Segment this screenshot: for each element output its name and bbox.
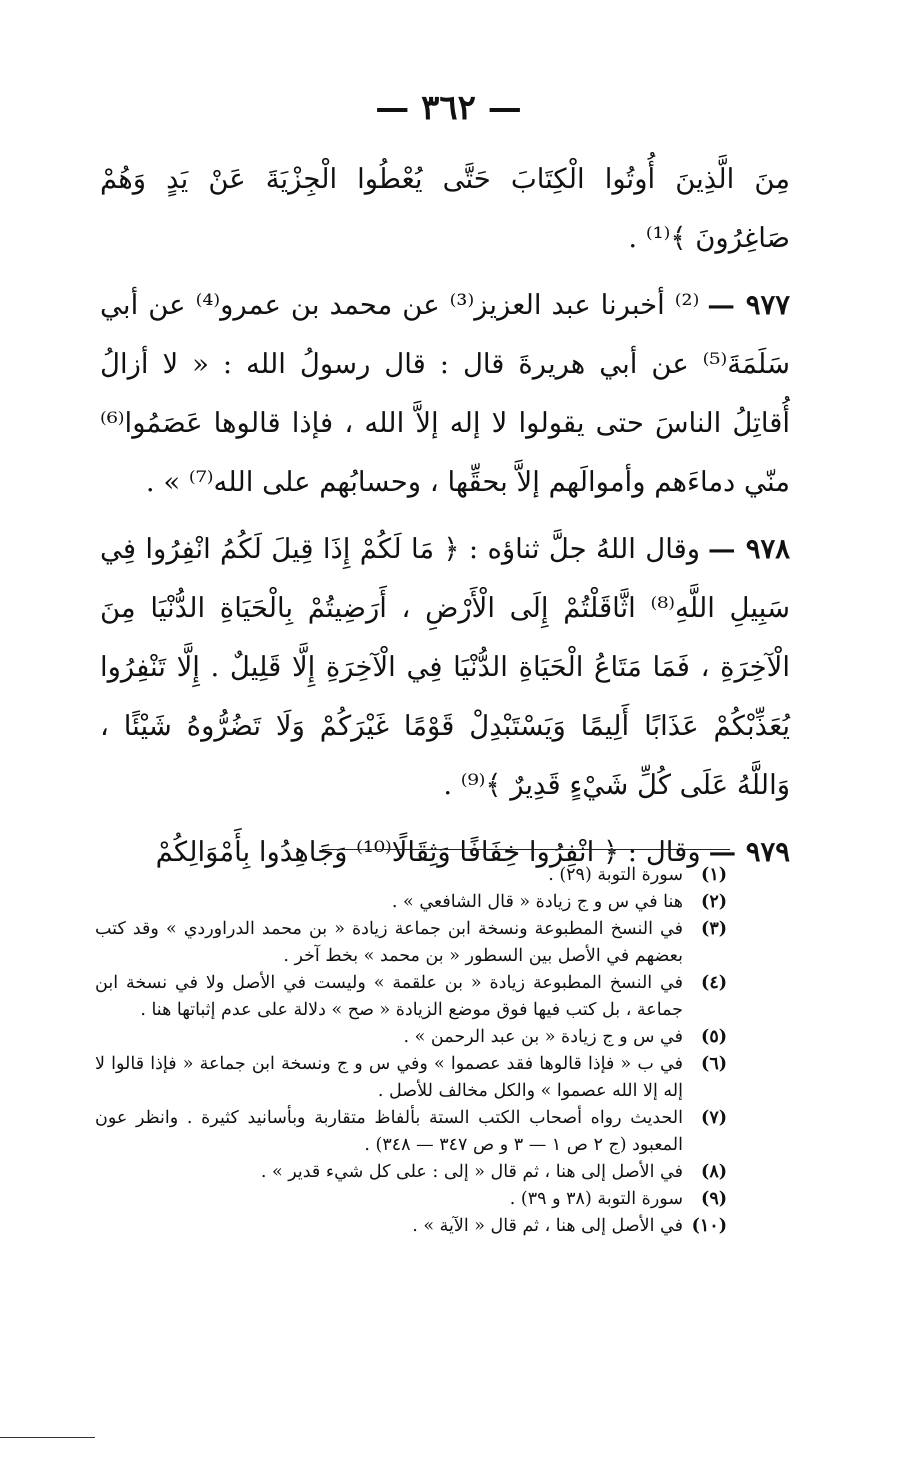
footnote-text: في النسخ المطبوعة زيادة « بن علقمة » وليست في الأصل ولا في نسخة ابن جماعة ، بل كتب فيها فوق موضع الزيادة « صح » دلالة على عدم إثباتها هنا . (95, 973, 683, 1020)
footnote (95, 1186, 727, 1213)
footnote-text: هنا في س و ج زيادة « قال الشافعي » . (391, 892, 683, 912)
footnote-text: في النسخ المطبوعة ونسخة ابن جماعة زيادة « بن محمد الدراوردي » وقد كتب بعضهم في الأصل بين السطور « بن محمد » بخط آخر . (95, 919, 683, 966)
footnote (95, 970, 727, 1024)
footnote (95, 1024, 727, 1051)
paragraph-number: ٩٧٨ — (708, 533, 791, 565)
paragraph-977 (100, 276, 790, 512)
footnote-text: في الأصل إلى هنا ، ثم قال « إلى : على كل شيء قدير » . (260, 1162, 683, 1182)
footnote-mark: (٢) (701, 892, 727, 912)
footnote-text: الحديث رواه أصحاب الكتب الستة بألفاظ متقاربة وبأسانيد كثيرة . وانظر عون المعبود (ج ٢ ص ١ — ٣ و ص ٣٤٧ — ٣٤٨) . (95, 1108, 683, 1155)
page-number: — ٣٦٢ — (375, 88, 522, 128)
footnote (95, 1213, 727, 1240)
footnote-mark: (٦) (701, 1054, 727, 1074)
scan-edge-line (0, 1437, 95, 1438)
footnote (95, 1105, 727, 1159)
footnote-text: في الأصل إلى هنا ، ثم قال « الآية » . (412, 1216, 683, 1236)
footnote (95, 916, 727, 970)
paragraph-text: وقال اللهُ جلَّ ثناؤه : ﴿ مَا لَكُمْ إِذَا قِيلَ لَكُمُ انْفِرُوا فِي سَبِيلِ اللَّهِ⁽⁸⁾ اثَّاقَلْتُمْ إِلَى الْأَرْضِ ، أَرَضِيتُمْ بِالْحَيَاةِ الدُّنْيَا مِنَ الْآخِرَةِ ، فَمَا مَتَاعُ الْحَيَاةِ الدُّنْيَا فِي الْآخِرَةِ إِلَّا قَلِيلٌ . إِلَّا تَنْفِرُوا يُعَذِّبْكُمْ عَذَابًا أَلِيمًا وَيَسْتَبْدِلْ قَوْمًا غَيْرَكُمْ وَلَا تَضُرُّوهُ شَيْئًا ، وَاللَّهُ عَلَى كُلِّ شَيْءٍ قَدِيرٌ ﴾⁽⁹⁾ . (100, 533, 790, 801)
footnote-mark: (٧) (701, 1108, 727, 1128)
footnote-divider (322, 849, 730, 850)
paragraph-text: ⁽²⁾ أخبرنا عبد العزيز⁽³⁾ عن محمد بن عمرو⁽⁴⁾ عن أبي سَلَمَةَ⁽⁵⁾ عن أبي هريرةَ قال : قال رسولُ الله : « لا أزالُ أُقاتِلُ الناسَ حتى يقولوا لا إله إلاَّ الله ، فإذا قالوها عَصَمُوا⁽⁶⁾ منّي دماءَهم وأموالَهم إلاَّ بحقِّها ، وحسابُهم على الله⁽⁷⁾ » . (100, 289, 790, 498)
footnotes (95, 862, 727, 1240)
footnote (95, 889, 727, 916)
quran-verse-continuation: مِنَ الَّذِينَ أُوتُوا الْكِتَابَ حَتَّى يُعْطُوا الْجِزْيَةَ عَنْ يَدٍ وَهُمْ صَاغِرُونَ ﴾⁽¹⁾ . (100, 163, 790, 254)
footnote-mark: (١) (701, 865, 727, 885)
footnote-mark: (٨) (701, 1162, 727, 1182)
footnote (95, 862, 727, 889)
footnote (95, 1159, 727, 1186)
footnote-text: في س و ج زيادة « بن عبد الرحمن » . (403, 1027, 683, 1047)
footnote-text: سورة التوبة (٣٨ و ٣٩) . (509, 1189, 683, 1209)
footnote-mark: (٩) (701, 1189, 727, 1209)
footnote-mark: (٥) (701, 1027, 727, 1047)
footnote (95, 1051, 727, 1105)
footnote-mark: (٤) (701, 973, 727, 993)
footnote-mark: (١٠) (691, 1216, 727, 1236)
footnote-mark: (٣) (701, 919, 727, 939)
paragraph-number: ٩٧٧ — (707, 289, 790, 321)
footnote-text: سورة التوبة (٢٩) . (548, 865, 683, 885)
paragraph-978 (100, 520, 790, 815)
footnote-text: في ب « فإذا قالوها فقد عصموا » وفي س و ج ونسخة ابن جماعة « فإذا قالوا لا إله إلا الله عصموا » والكل مخالف للأصل . (95, 1054, 683, 1101)
paragraph-number: ٩٧٩ — (708, 836, 790, 868)
main-text (100, 150, 790, 882)
paragraph-text: وقال : ﴿ انْفِرُوا خِفَافًا وَثِقَالًا⁽¹⁰⁾ وَجَاهِدُوا بِأَمْوَالِكُمْ (155, 836, 701, 868)
